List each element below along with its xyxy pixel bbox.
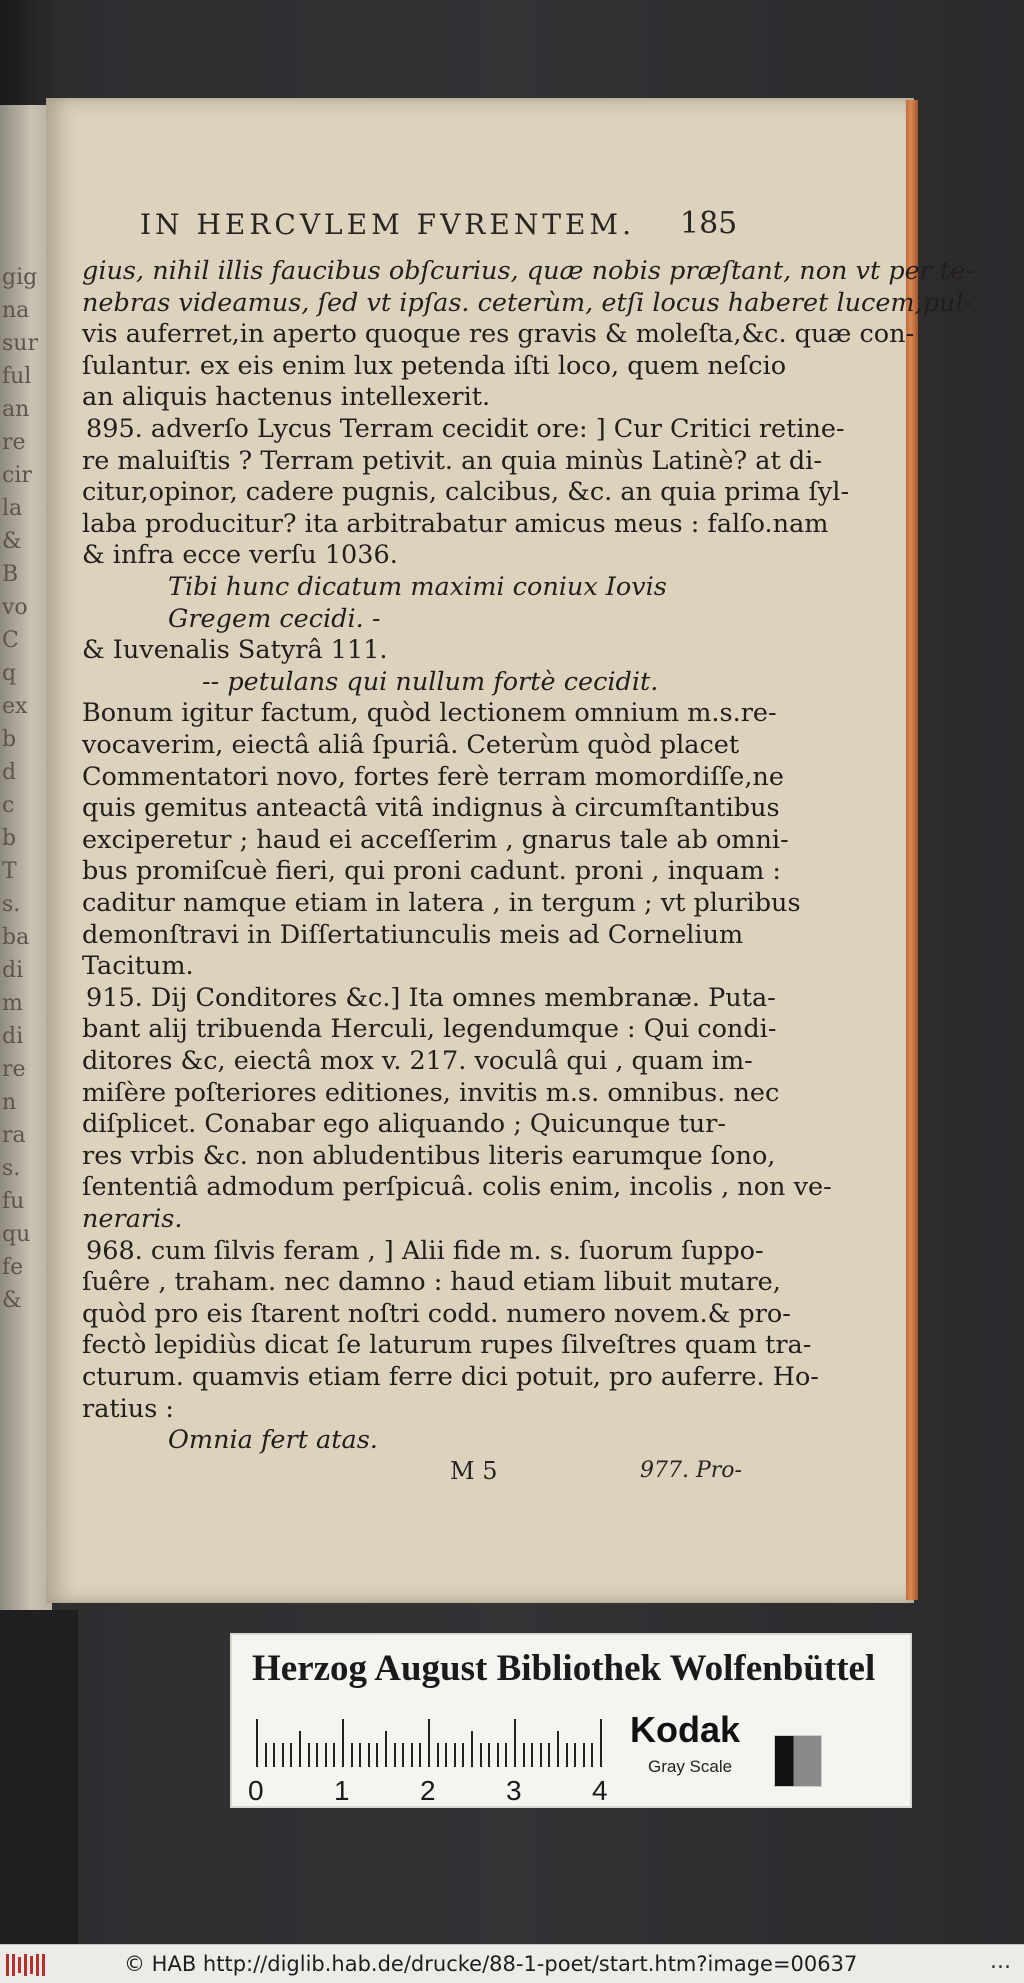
ruler-tick — [480, 1743, 482, 1767]
facing-page-fragment: & — [2, 529, 22, 554]
text-line: diſplicet. Conabar ego aliquando ; Quicunque tur- — [82, 1109, 726, 1140]
ruler-tick — [290, 1743, 292, 1767]
gray-swatch — [774, 1735, 822, 1787]
text-line: quòd pro eis ſtarent noſtri codd. numero novem.& pro- — [82, 1298, 791, 1329]
ruler-tick — [531, 1743, 533, 1767]
text-line: cturum. quamvis etiam ferre dici potuit, pro auferre. Ho- — [82, 1362, 819, 1392]
scale-number: 4 — [592, 1775, 608, 1806]
facing-page-fragment: s. — [2, 892, 21, 917]
text-line: laba producitur? ita arbitrabatur amicus meus : falſo.nam — [82, 508, 829, 539]
ruler-tick — [282, 1743, 284, 1767]
text-line: citur,opinor, cadere pugnis, calcibus, &c. an quia prima ſyl- — [82, 477, 850, 508]
facing-page-fragment: na — [2, 298, 30, 323]
text-line: vocaverim, eiectâ aliâ ſpuriâ. Ceterùm quòd placet — [82, 730, 740, 760]
ruler-tick — [462, 1743, 464, 1767]
text-line: ratius : — [82, 1393, 175, 1424]
text-line: re maluiſtis ? Terram petivit. an quia minùs Latinè? at di- — [82, 445, 822, 476]
text-line: 968. cum ſilvis feram , ] Alii fide m. s. ſuorum ſuppo- — [86, 1235, 764, 1266]
gutter-shadow — [0, 1610, 78, 1944]
text-line: neraris. — [82, 1204, 183, 1234]
text-line: miſère poſteriores editiones, invitis m.s. omnibus. nec — [82, 1077, 780, 1108]
ruler-tick — [308, 1743, 310, 1767]
ruler-tick — [591, 1743, 593, 1767]
page-number: 185 — [680, 206, 738, 241]
scale-number: 2 — [420, 1775, 436, 1806]
facing-page-fragment: ra — [2, 1123, 26, 1148]
library-name: Herzog August Bibliothek Wolfenbüttel — [252, 1648, 876, 1689]
running-title: IN HERCVLEM FVRENTEM. — [140, 208, 636, 241]
facing-page-fragment: di — [2, 1024, 24, 1049]
ruler-tick — [428, 1719, 430, 1767]
ruler-tick — [437, 1743, 439, 1767]
facing-page-fragment: vo — [2, 595, 28, 620]
text-line: ditores &c, eiectâ mox v. 217. voculâ qui , quam im- — [82, 1046, 753, 1076]
ruler-tick — [325, 1743, 327, 1767]
ruler-tick — [256, 1719, 258, 1767]
text-line: Tibi hunc dicatum maximi coniux Iovis — [168, 572, 667, 602]
text-line: -- petulans qui nullum fortè cecidit. — [202, 666, 659, 697]
ruler-tick — [342, 1719, 344, 1767]
text-line: exciperetur ; haud ei acceſſerim , gnarus tale ab omni- — [82, 824, 789, 855]
facing-page-fragment: T — [2, 859, 17, 884]
ruler-tick — [566, 1743, 568, 1767]
facing-page-fragment: re — [2, 1057, 26, 1082]
facing-page-fragment: n — [2, 1090, 17, 1115]
text-line: 895. adverſo Lycus Terram cecidit ore: ] Cur Critici retine- — [86, 414, 845, 444]
facing-page-fragment: ful — [2, 364, 32, 389]
facing-page-fragment: B — [2, 562, 19, 587]
facing-page-fragment: b — [2, 727, 17, 752]
ruler-tick — [351, 1743, 353, 1767]
source-url[interactable]: © HAB http://diglib.hab.de/drucke/88-1-poet/start.htm?image=00637 — [124, 1952, 858, 1976]
ruler-tick — [505, 1743, 507, 1767]
text-line: Tacitum. — [82, 951, 194, 982]
scale-number: 0 — [248, 1775, 264, 1806]
hab-logo-icon[interactable] — [6, 1954, 48, 1976]
facing-page-fragment: an — [2, 397, 30, 422]
ruler-tick — [394, 1743, 396, 1767]
ruler-tick — [600, 1719, 602, 1767]
color-target-card — [230, 1633, 912, 1808]
text-line: bus promiſcuè fieri, qui proni cadunt. proni , inquam : — [82, 856, 781, 887]
text-line: an aliquis hactenus intellexerit. — [82, 382, 491, 413]
ruler-tick — [540, 1743, 542, 1767]
signature-mark: M 5 — [450, 1457, 498, 1485]
facing-page-fragment: sur — [2, 331, 38, 356]
text-line: ſulantur. ex eis enim lux petenda iſti loco, quem neſcio — [82, 350, 787, 381]
ruler-tick — [385, 1731, 387, 1767]
text-line: & infra ecce verſu 1036. — [82, 540, 398, 571]
ruler-tick — [548, 1743, 550, 1767]
ruler-tick — [376, 1743, 378, 1767]
text-line: ſententiâ admodum perſpicuâ. colis enim, incolis , non ve- — [82, 1172, 832, 1203]
text-line: caditur namque etiam in latera , in tergum ; vt pluribus — [82, 888, 801, 918]
text-line: res vrbis &c. non abludentibus literis earumque ſono, — [82, 1140, 776, 1171]
ruler-tick — [299, 1731, 301, 1767]
facing-page-fragment: fu — [2, 1189, 25, 1214]
facing-page-fragment: b — [2, 826, 17, 851]
facing-page-edge — [0, 105, 52, 1610]
ruler-tick — [419, 1743, 421, 1767]
facing-page-fragment: d — [2, 760, 17, 785]
ruler-tick — [454, 1743, 456, 1767]
text-line: Bonum igitur factum, quòd lectionem omnium m.s.re- — [82, 698, 777, 729]
facing-page-fragment: qu — [2, 1222, 31, 1247]
text-line: Omnia fert atas. — [168, 1425, 378, 1456]
scale-number: 3 — [506, 1775, 522, 1806]
facing-page-fragment: m — [2, 991, 23, 1016]
ruler-tick — [514, 1719, 516, 1767]
text-line: Gregem cecidi. - — [168, 603, 381, 634]
text-line: demonſtravi in Diſſertatiunculis meis ad Cornelium — [82, 919, 744, 950]
ruler-tick — [273, 1743, 275, 1767]
facing-page-fragment: di — [2, 958, 24, 983]
scale-number: 1 — [334, 1775, 350, 1806]
text-line: quis gemitus anteactâ vitâ indignus à circumſtantibus — [82, 793, 780, 824]
ruler-tick — [359, 1743, 361, 1767]
text-line: 915. Dij Conditores &c.] Ita omnes membranæ. Puta- — [86, 982, 776, 1013]
catchword: 977. Pro- — [640, 1458, 742, 1483]
text-line: & Iuvenalis Satyrâ 111. — [82, 635, 388, 666]
ruler-tick — [574, 1743, 576, 1767]
gray-scale-label: Gray Scale — [648, 1757, 733, 1776]
ruler-tick — [488, 1743, 490, 1767]
facing-page-fragment: s. — [2, 1156, 21, 1181]
ruler-tick — [557, 1731, 559, 1767]
text-line: gius, nihil illis faucibus obſcurius, quæ nobis præſtant, non vt per te- — [82, 256, 975, 286]
facing-page-fragment: q — [2, 661, 17, 686]
ruler-tick — [445, 1743, 447, 1767]
facing-page-fragment: la — [2, 496, 23, 521]
ruler-tick — [471, 1731, 473, 1767]
text-line: vis auferret,in aperto quoque res gravis & moleſta,&c. quæ con- — [82, 319, 915, 350]
facing-page-fragment: fe — [2, 1255, 24, 1280]
ruler-tick — [411, 1743, 413, 1767]
ruler-tick — [316, 1743, 318, 1767]
facing-page-fragment: & — [2, 1288, 22, 1313]
status-bar — [0, 1944, 1024, 1983]
ruler-tick — [497, 1743, 499, 1767]
facing-page-fragment: C — [2, 628, 19, 653]
ruler-tick — [523, 1743, 525, 1767]
facing-page-fragment: re — [2, 430, 26, 455]
kodak-logo-text: Kodak — [630, 1709, 741, 1750]
facing-page-fragment: ba — [2, 925, 30, 950]
facing-page-fragment: gig — [2, 265, 38, 290]
facing-page-fragment: c — [2, 793, 15, 818]
text-line: Commentatori novo, fortes ferè terram momordiſſe,ne — [82, 761, 784, 792]
more-menu-icon[interactable]: ... — [990, 1949, 1011, 1974]
ruler-tick — [265, 1743, 267, 1767]
text-line: fectò lepidiùs dicat ſe laturum rupes ſilveſtres quam tra- — [82, 1330, 812, 1361]
ruler-tick — [402, 1743, 404, 1767]
text-line: nebras videamus, ſed vt ipſas. ceterùm, etſi locus haberet lucem,pul- — [82, 287, 973, 318]
text-line: bant alij tribuenda Herculi, legendumque : Qui condi- — [82, 1014, 777, 1045]
scale-ruler — [256, 1719, 600, 1767]
ruler-tick — [368, 1743, 370, 1767]
ruler-tick — [583, 1743, 585, 1767]
facing-page-fragment: ex — [2, 694, 28, 719]
ruler-tick — [333, 1743, 335, 1767]
facing-page-fragment: cir — [2, 463, 32, 488]
text-line: ſuêre , traham. nec damno : haud etiam libuit mutare, — [82, 1267, 781, 1298]
